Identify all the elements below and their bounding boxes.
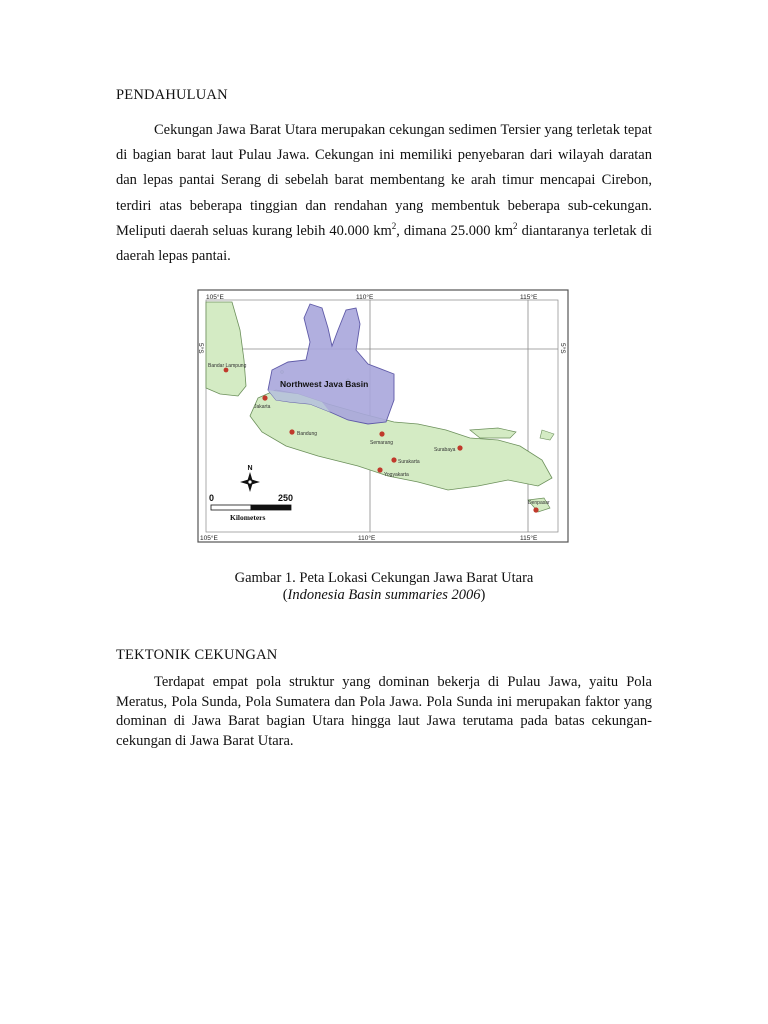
city-label-bandung: Bandung — [297, 431, 318, 437]
map-figure — [198, 290, 568, 542]
section-heading-pendahuluan: PENDAHULUAN — [116, 87, 228, 103]
superscript-1: 2 — [391, 220, 397, 231]
superscript-2: 2 — [513, 220, 518, 231]
bottom-label-115e: 115°E — [520, 535, 538, 542]
figure-caption-line1: Gambar 1. Peta Lokasi Cekungan Jawa Barat Utara — [234, 570, 534, 586]
north-label: N — [247, 465, 253, 472]
scale-unit-label: Kilometers — [230, 513, 266, 522]
caption-paren-open: ( — [282, 587, 288, 603]
city-marker-surabaya — [457, 445, 462, 450]
city-label-denpasar: Denpasar — [528, 500, 550, 506]
city-label-bandar-lampung: Bandar Lampung — [208, 363, 247, 369]
tectonic-paragraph: Terdapat empat pola struktur yang dominan bekerja di Pulau Jawa, yaitu Pola Meratus, Pola Sunda, Pola Sumatera dan Pola Jawa. Pola Sunda ini merupakan faktor yang dominan di Jawa Barat bagian Utara hingga laut Jawa terutama pada batas cekungan-cekungan di Jawa Barat Utara. — [116, 674, 652, 749]
intro-text-2: , dimana 25.000 km — [396, 222, 514, 239]
city-label-surakarta: Surakarta — [398, 459, 420, 465]
figure-caption-source — [116, 586, 652, 604]
city-marker-jakarta — [262, 395, 267, 400]
lat-label-right: 5°S — [559, 343, 566, 354]
scale-bar-segment-2 — [251, 505, 291, 510]
top-label-105e: 105°E — [206, 294, 224, 301]
section-heading-tektonik: TEKTONIK CEKUNGAN — [116, 647, 278, 663]
scale-start-label: 0 — [209, 493, 215, 503]
city-marker-denpasar — [533, 507, 538, 512]
bottom-label-110e: 110°E — [358, 535, 376, 542]
city-label-surabaya: Surabaya — [434, 447, 456, 453]
intro-text-1: Cekungan Jawa Barat Utara merupakan cekungan sedimen Tersier yang terletak tepat di bagian barat laut Pulau Jawa. Cekungan ini memiliki penyebaran dari wilayah daratan dan lepas pantai Serang di sebelah barat membentang ke arah timur mencapai Cirebon, terdiri atas beberapa tinggian dan rendahan yang membentuk beberapa sub-cekungan. Meliputi daerah seluas kurang lebih 40.000 km — [116, 122, 652, 239]
top-label-110e: 110°E — [356, 294, 374, 301]
basin-location-map — [198, 290, 568, 542]
top-label-115e: 115°E — [520, 294, 538, 301]
intro-text-3: diantaranya terletak di daerah lepas pantai. — [116, 222, 652, 265]
lat-label-left: 5°S — [197, 343, 204, 354]
scale-bar-segment-1 — [211, 505, 251, 510]
city-label-semarang: Semarang — [370, 440, 394, 446]
caption-source-italic: Indonesia Basin summaries 2006 — [287, 587, 481, 603]
scale-end-label: 250 — [278, 493, 294, 503]
basin-label: Northwest Java Basin — [280, 379, 369, 389]
city-label-yogyakarta: Yogyakarta — [384, 472, 409, 478]
caption-paren-close: ) — [480, 587, 486, 603]
bottom-label-105e: 105°E — [200, 535, 218, 542]
city-marker-surakarta — [391, 457, 396, 462]
city-marker-bandung — [289, 429, 294, 434]
city-marker-semarang — [379, 431, 384, 436]
city-label-jakarta: Jakarta — [254, 404, 271, 410]
intro-paragraph — [116, 118, 652, 269]
city-marker-yogyakarta — [377, 467, 382, 472]
